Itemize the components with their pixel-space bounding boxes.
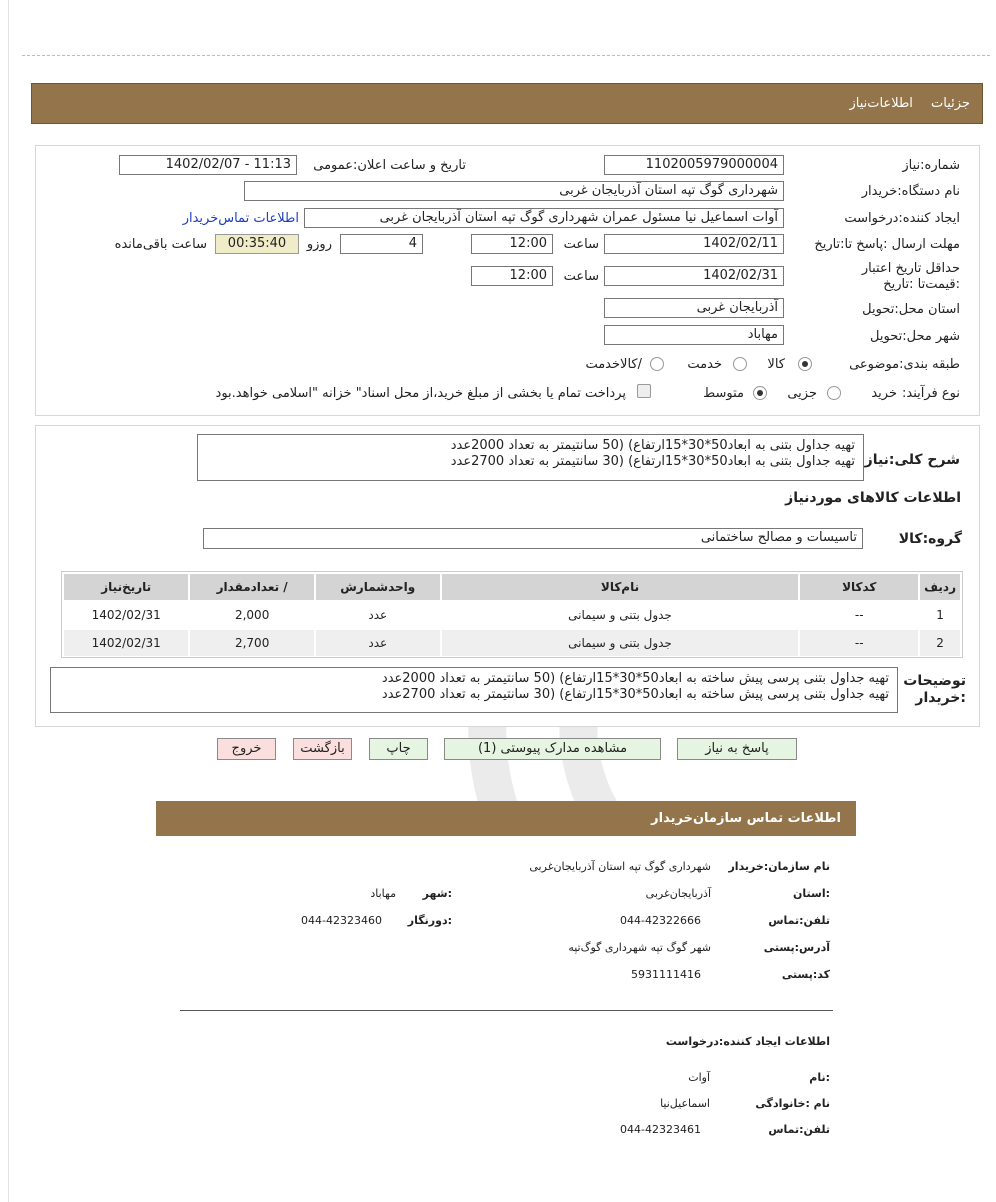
creator-field: آوات اسماعیل نیا مسئول عمران شهرداری گوگ تپه استان آذربایجان غربی [304, 208, 784, 228]
col-unit: واحدشمارش [316, 574, 440, 600]
exit-button[interactable]: خروج [217, 738, 276, 760]
buyer-org-label: نام دستگاه:خریدار [861, 184, 960, 199]
page-header [31, 83, 983, 124]
contact-fax-label: :دورنگار [407, 914, 452, 927]
buyer-contact-link[interactable]: اطلاعات تماس‌خریدار [182, 211, 299, 226]
contact-org-label: نام سازمان:خریدار [728, 860, 830, 873]
contact-header [156, 801, 856, 836]
validity-date-field: 1402/02/31 [604, 266, 784, 286]
category-label: طبقه بندی:موضوعی [849, 357, 960, 372]
print-button[interactable]: چاپ [369, 738, 428, 760]
process-medium-radio[interactable] [753, 386, 767, 400]
buyer-org-field: شهرداری گوگ تپه استان آذربایجان غربی [244, 181, 784, 201]
col-name: نام‌کالا [442, 574, 799, 600]
contact-city-label: :شهر [422, 887, 452, 900]
process-medium-label: متوسط [703, 386, 744, 401]
contact-address-label: آدرس:پستی [763, 941, 830, 954]
buyer-notes-label: توضیحات [903, 673, 966, 689]
contact-postal-label: کد:پستی [781, 968, 830, 981]
city-label: شهر محل:تحویل [870, 329, 960, 344]
contact-province-label: :استان [793, 887, 830, 900]
category-service-radio[interactable] [733, 357, 747, 371]
deadline-time-field: 12:00 [471, 234, 553, 254]
tab-need-info[interactable]: اطلاعات‌نیاز [849, 96, 913, 111]
deadline-label: مهلت ارسال :پاسخ تا:تاریخ [814, 237, 960, 252]
col-code: کدکالا [800, 574, 918, 600]
contact-city-value: مهاباد [370, 887, 396, 900]
creator-phone-label: تلفن:تماس [768, 1123, 830, 1136]
cell-code: -- [800, 630, 918, 656]
process-buy-label: خرید [871, 386, 897, 401]
validity-label: حداقل تاریخ اعتبار :قیمت‌تا :تاریخ [861, 261, 960, 292]
summary-line: تهیه جداول بتنی به ابعاد50*30*15ارتفاع) (50 سانتیمتر به تعداد 2000عدد [450, 438, 855, 453]
buyer-notes-box [50, 667, 898, 713]
col-date: تاریخ‌نیاز [64, 574, 188, 600]
creator-name-label: :نام [809, 1071, 830, 1084]
cell-row: 2 [920, 630, 960, 656]
validity-time-label: ساعت [563, 269, 599, 284]
category-goods-label: کالا [767, 357, 785, 372]
cell-unit: عدد [316, 630, 440, 656]
category-both-radio[interactable] [650, 357, 664, 371]
remaining-label: ساعت باقی‌مانده [114, 237, 207, 252]
creator-family-value: اسماعیل‌نیا [660, 1097, 710, 1110]
cell-unit: عدد [368, 608, 388, 622]
treasury-payment-checkbox[interactable] [637, 384, 651, 398]
treasury-payment-label: پرداخت تمام یا بخشی از مبلغ خرید،از محل اسناد" خزانه "اسلامی خواهد.بود [215, 386, 626, 401]
buyer-notes-label-2: :خریدار [915, 690, 966, 706]
cell-name: جدول بتنی و سیمانی [442, 630, 799, 656]
summary-box [197, 434, 864, 481]
cell-quantity: 2,000 [234, 608, 270, 622]
cell-date: 1402/02/31 [91, 608, 161, 622]
days-field: 4 [340, 234, 423, 254]
announce-date-field: 1402/02/07 - 11:13 [119, 155, 297, 175]
contact-fax-value: 044-42323460 [301, 914, 382, 927]
buyer-notes-line: تهیه جداول بتنی پرسی پیش ساخته به ابعاد50*30*15ارتفاع) (30 سانتیمتر به تعداد 2700عدد [381, 687, 889, 702]
remaining-timer: 00:35:40 [215, 234, 299, 254]
creator-label: ایجاد کننده:درخواست [844, 211, 960, 226]
col-row: ردیف [920, 574, 960, 600]
category-goods-radio[interactable] [798, 357, 812, 371]
category-service-label: خدمت [687, 357, 722, 372]
tab-details[interactable]: جزئیات [931, 96, 970, 111]
contact-phone-label: تلفن:تماس [768, 914, 830, 927]
contact-address-value: شهر گوگ تپه شهرداری گوگ‌تپه [568, 941, 711, 954]
cell-date: 1402/02/31 [64, 630, 188, 656]
cell-quantity: 2,700 [190, 630, 313, 656]
back-button[interactable]: بازگشت [293, 738, 352, 760]
creator-family-label: نام :خانوادگی [755, 1097, 830, 1110]
attachments-button[interactable]: مشاهده مدارک پیوستی (1) [444, 738, 661, 760]
creator-name-value: آوات [688, 1071, 710, 1084]
goods-table [62, 572, 962, 658]
need-number-label: شماره:نیاز [902, 158, 960, 173]
table-row [64, 630, 960, 656]
buyer-notes-line: تهیه جداول بتنی پرسی پیش ساخته به ابعاد50*30*15ارتفاع) (50 سانتیمتر به تعداد 2000عدد [381, 671, 889, 686]
city-field: مهاباد [604, 325, 784, 345]
contact-title: اطلاعات تماس سازمان‌خریدار [651, 811, 841, 826]
creator-info-title: اطلاعات ایجاد کننده:درخواست [665, 1035, 830, 1048]
announce-label: تاریخ و ساعت اعلان:عمومی [313, 158, 466, 173]
goods-info-title: اطلاعات کالاهای موردنیاز [785, 490, 961, 506]
reply-button[interactable]: پاسخ به نیاز [677, 738, 797, 760]
days-label: روزو [306, 237, 332, 252]
deadline-time-label: ساعت [563, 237, 599, 252]
contact-phone-value: 044-42322666 [620, 914, 701, 927]
top-separator [22, 55, 990, 56]
cell-row: 1 [936, 608, 944, 622]
contact-province-value: آذربایجان‌غربی [645, 887, 711, 900]
province-label: استان محل:تحویل [862, 302, 960, 317]
creator-phone-value: 044-42323461 [620, 1123, 701, 1136]
contact-divider [180, 1010, 833, 1011]
process-small-radio[interactable] [827, 386, 841, 400]
summary-line: تهیه جداول بتنی به ابعاد50*30*15ارتفاع) (30 سانتیمتر به تعداد 2700عدد [450, 454, 855, 469]
summary-label: شرح کلی:نیاز [864, 452, 960, 468]
table-row [64, 602, 960, 628]
cell-code: -- [854, 608, 864, 622]
contact-org-value: شهرداری گوگ تپه استان آذربایجان‌غربی [529, 860, 711, 873]
process-small-label: جزیی [787, 386, 817, 401]
process-label: نوع فرآیند: [902, 386, 960, 401]
header-tabs [835, 96, 970, 111]
cell-name: جدول بتنی و سیمانی [568, 608, 672, 622]
goods-group-field: تاسیسات و مصالح ساختمانی [203, 528, 863, 549]
deadline-date-field: 1402/02/11 [604, 234, 784, 254]
need-number-field: 1102005979000004 [604, 155, 784, 175]
goods-table-frame [61, 571, 963, 658]
col-quantity: / تعدادمقدار [190, 574, 313, 600]
goods-group-label: گروه:کالا [898, 531, 962, 547]
goods-table-header [64, 574, 960, 600]
contact-postal-value: 5931111416 [631, 968, 701, 981]
category-both-label: /کالاخدمت [585, 357, 642, 372]
province-field: آذربایجان غربی [604, 298, 784, 318]
page-left-border [8, 0, 9, 1202]
validity-time-field: 12:00 [471, 266, 553, 286]
